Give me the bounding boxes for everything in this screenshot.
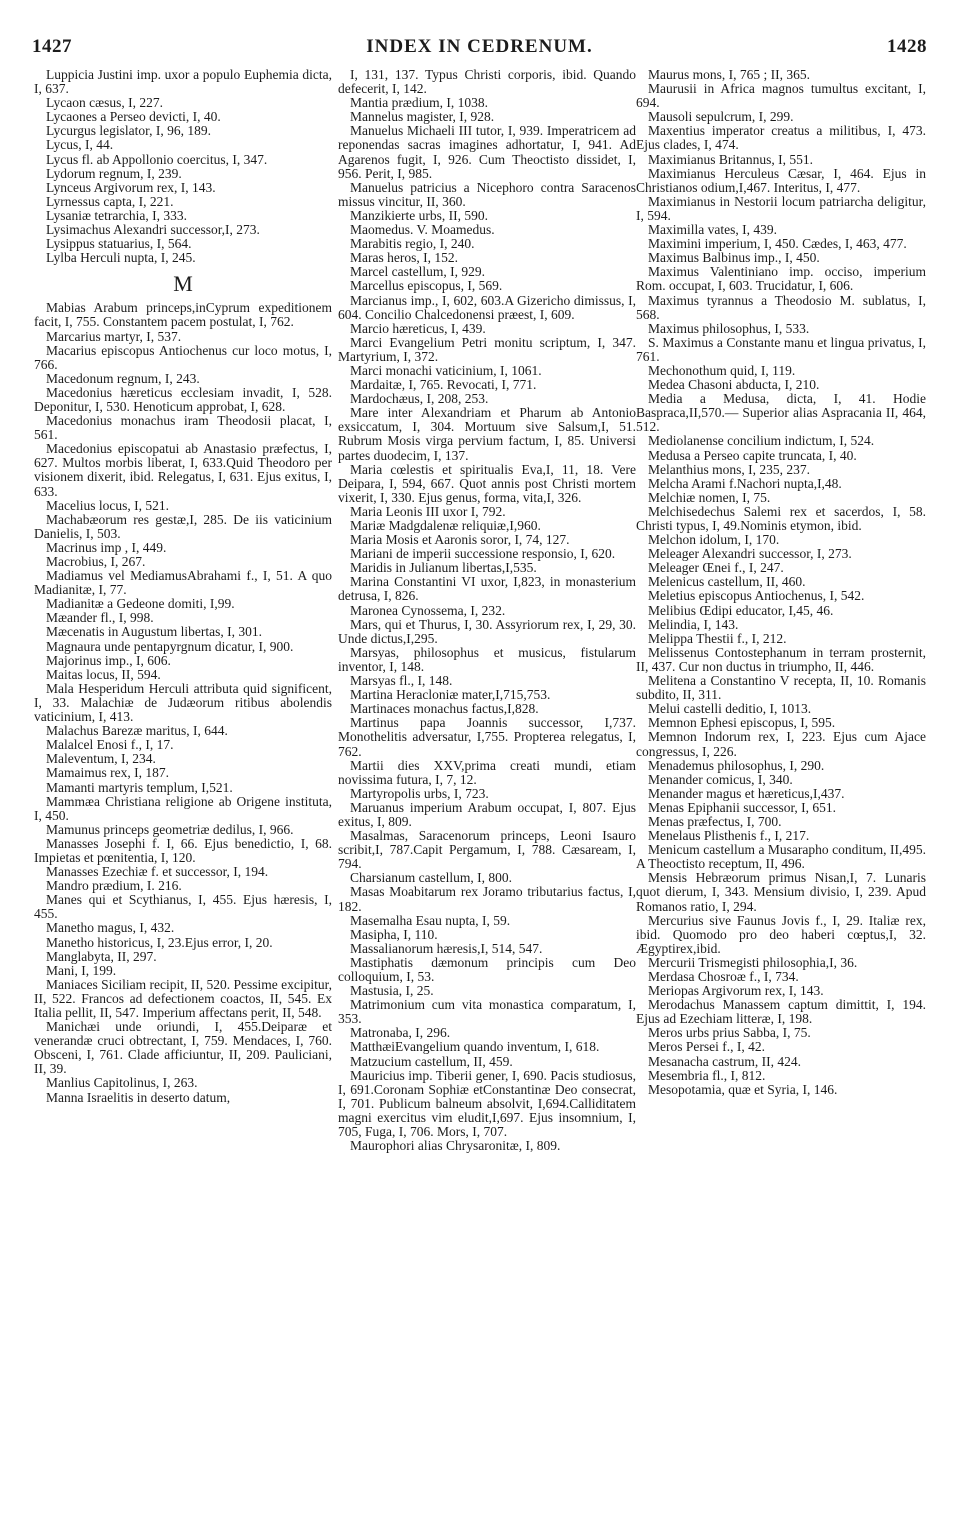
index-entry: Matronaba, I, 296. (350, 1025, 451, 1041)
index-entry: Medea Chasoni abducta, I, 210. (648, 377, 820, 393)
index-entry: Manasses Josephi f. I, 66. Ejus benedictio, I, 68. Impietas et pœnitentia, I, 120. (34, 835, 332, 865)
page-header (32, 36, 927, 60)
index-entry: Majorinus imp., I, 606. (46, 652, 171, 668)
index-entry: Lycus fl. ab Appollonio coercitus, I, 347. (46, 151, 268, 167)
index-entry: Mausoli sepulcrum, I, 299. (648, 109, 794, 125)
index-entry: Maurus mons, I, 765 ; II, 365. (648, 68, 810, 82)
index-entry: Malalcel Enosi f., I, 17. (46, 737, 174, 753)
index-entry: Mercurius sive Faunus Jovis f., I, 29. Italiæ rex, ibid. Quomodo pro deo haberi cœptus,I, 32. Ægyptirex,ibid. (636, 912, 926, 956)
left-page-number: 1427 (32, 36, 72, 57)
index-entry: Maximianus Britannus, I, 551. (648, 151, 813, 167)
page-title: INDEX IN CEDRENUM. (366, 36, 593, 57)
index-entry: Machabæorum res gestæ,I, 285. De iis vaticinium Danielis, I, 503. (34, 511, 332, 541)
index-entry: Martina Heracloniæ mater,I,715,753. (350, 687, 551, 703)
index-entry: Marcianus imp., I, 602, 603.A Gizericho dimissus, I, 604. Concilio Chalcedonensi præest, I, 609. (338, 292, 636, 322)
index-entry: Mala Hesperidum Herculi attributa quid significent, I, 33. Malachiæ de Judæorum ritibus abolendis vaticinium, I, 413. (34, 680, 332, 725)
index-entry: Maximus philosophus, I, 533. (648, 320, 810, 336)
index-entry: Melchon idolum, I, 170. (648, 532, 780, 548)
index-entry: Meros Persei f., I, 42. (648, 1039, 765, 1055)
index-entry: Mariæ Madgdalenæ reliquiæ,I,960. (350, 518, 541, 533)
index-entry: S. Maximus a Constante manu et lingua privatus, I, 761. (636, 334, 926, 364)
index-entry: Medusa a Perseo capite truncata, I, 40. (648, 447, 857, 463)
index-entry: Manna Israelitis in deserto datum, (46, 1089, 231, 1105)
index-entry: Lysippus statuarius, I, 564. (46, 236, 192, 252)
index-entry: Marcel castellum, I, 929. (350, 264, 485, 280)
index-entry: Massalianorum hæresis,I, 514, 547. (350, 940, 543, 956)
index-entry: Martii dies XXV,prima creati mundi, etiam novissima futura, I, 7, 12. (338, 757, 636, 787)
index-entry: Melenicus castellum, II, 460. (648, 574, 806, 590)
index-entry: Marci Evangelium Petri monitu scriptum, I, 347. Martyrium, I, 372. (338, 334, 636, 364)
index-entry: Marcarius martyr, I, 537. (46, 328, 182, 344)
index-entry: Menander comicus, I, 340. (648, 771, 793, 787)
index-entry: Maria Leonis III uxor I, 792. (350, 503, 506, 519)
index-entry: Marci monachi vaticinium, I, 1061. (350, 362, 542, 378)
index-column-middle (338, 68, 636, 1528)
index-entry: Manes qui et Scythianus, I, 455. Ejus hæresis, I, 455. (34, 892, 332, 922)
index-entry: Mani, I, 199. (46, 962, 117, 978)
index-entry: Macrobius, I, 267. (46, 554, 146, 569)
index-entry: Maximilla vates, I, 439. (648, 222, 777, 238)
index-entry: Mardochæus, I, 208, 253. (350, 391, 489, 407)
index-entry: Mastusia, I, 25. (350, 983, 434, 999)
index-entry: Marcellus episcopus, I, 569. (350, 278, 503, 294)
index-entry: Marsyas fl., I, 148. (350, 673, 453, 689)
index-entry: Mantia prædium, I, 1038. (350, 95, 488, 111)
index-entry: Melchiæ nomen, I, 75. (648, 489, 771, 505)
index-entry: Magnaura unde pentapyrgnum dicatur, I, 900. (46, 638, 294, 654)
index-entry: Manetho magus, I, 432. (46, 920, 175, 936)
index-entry: Memnon Ephesi episcopus, I, 595. (648, 715, 836, 731)
index-entry: Marina Constantini VI uxor, I,823, in monasterium detrusa, I, 826. (338, 574, 636, 604)
index-entry: Mediolanense concilium indictum, I, 524. (648, 433, 875, 449)
index-entry: Mamunus princeps geometriæ dedilus, I, 966. (46, 821, 294, 837)
index-entry: Menas Epiphanii successor, I, 651. (648, 799, 837, 815)
index-entry: Macedonum regnum, I, 243. (46, 370, 200, 386)
right-page-number: 1428 (887, 36, 927, 57)
index-entry: Mesopotamia, quæ et Syria, I, 146. (648, 1081, 838, 1097)
index-entry: Mauricius imp. Tiberii gener, I, 690. Pacis studiosus, I, 691.Coronam Sophiæ etConstantinæ Deo consecrat, I, 701. Publicum balneum absolvit, I,694.Calliditatem magni exercitus vim eludit,I,697. Ejus insomnium, I, 705, Fuga, I, 706. Mors, I, 707. (338, 1067, 636, 1140)
index-entry: Lyrnessus capta, I, 221. (46, 193, 174, 209)
index-entry: Mamaimus rex, I, 187. (46, 765, 169, 781)
index-entry: Mamanti martyris templum, I,521. (46, 779, 233, 795)
index-entry: Marsyas, philosophus et musicus, fistularum inventor, I, 148. (338, 644, 636, 674)
index-entry: Masemalha Esau nupta, I, 59. (350, 912, 511, 928)
index-entry: Mensis Hebræorum primus Nisan,I, 7. Lunaris quot dierum, I, 343. Mensium divisio, I, 239. Apud Romanos ratio, I, 294. (636, 870, 926, 914)
index-entry: Mannelus magister, I, 928. (350, 109, 495, 125)
index-entry: Mastiphatis dæmonum principis cum Deo colloquium, I, 53. (338, 954, 636, 984)
index-entry: Meletius episcopus Antiochenus, I, 542. (648, 588, 865, 604)
index-entry: Charsianum castellum, I, 800. (350, 870, 512, 886)
index-entry: Melui castelli deditio, I, 1013. (648, 701, 812, 717)
index-entry: Martyropolis urbs, I, 723. (350, 785, 489, 801)
index-entry: Melanthius mons, I, 235, 237. (648, 461, 810, 477)
index-entry: Macelius locus, I, 521. (46, 497, 169, 513)
index-entry: Maleventum, I, 234. (46, 751, 156, 767)
index-entry: Martinaces monachus factus,I,828. (350, 701, 539, 717)
index-entry: Meleager Œnei f., I, 247. (648, 560, 784, 576)
index-entry: Marabitis regio, I, 240. (350, 236, 475, 252)
index-entry: Mæcenatis in Augustum libertas, I, 301. (46, 624, 262, 640)
index-entry: Macedonius monachus iram Theodosii placat, I, 561. (34, 413, 332, 443)
index-entry: Media a Medusa, dicta, I, 41. Hodie Baspraca,II,570.— Superior alias Aspracania II, 464, 512. (636, 391, 926, 435)
index-entry: Menicum castellum a Musarapho conditum, II,495. A Theoctisto receptum, II, 496. (636, 842, 926, 872)
index-entry: Menander magus et hæreticus,I,437. (648, 785, 845, 801)
index-entry: Melindia, I, 143. (648, 616, 739, 632)
index-entry: Maitas locus, II, 594. (46, 666, 161, 682)
index-entry: Lysaniæ tetrarchia, I, 333. (46, 207, 187, 223)
index-entry: Lycurgus legislator, I, 96, 189. (46, 123, 211, 139)
index-entry: Mandro prædium, I. 216. (46, 878, 182, 894)
index-entry: Masalmas, Saracenorum princeps, Leoni Isauro scribit,I, 787.Capit Pergamum, I, 788. Cæsaream, I, 794. (338, 828, 636, 872)
index-entry: Merdasa Chosroæ f., I, 734. (648, 969, 799, 984)
index-entry: Maximus tyrannus a Theodosio M. sublatus, I, 568. (636, 292, 926, 322)
index-entry: Martinus papa Joannis successor, I,737. Monothelitis adversatur, I,755. Propterea relegatus, I, 762. (338, 715, 636, 759)
index-entry: Maximini imperium, I, 450. Cædes, I, 463, 477. (648, 236, 907, 252)
index-entry: Melissenus Contostephanum in terram prosternit, II, 437. Cur non ductus in triumpho, II, 446. (636, 644, 926, 674)
index-entry: Manglabyta, II, 297. (46, 948, 157, 964)
index-entry: Maximus Balbinus imp., I, 450. (648, 250, 820, 266)
index-entry: Matzucium castellum, II, 459. (350, 1053, 513, 1069)
index-entry: Masipha, I, 110. (350, 926, 438, 942)
index-entry: Manlius Capitolinus, I, 263. (46, 1075, 198, 1091)
index-entry: Lylba Herculi nupta, I, 245. (46, 250, 196, 266)
index-entry: Mechonothum quid, I, 119. (648, 362, 796, 378)
index-entry: Maruanus imperium Arabum occupat, I, 807. Ejus exitus, I, 809. (338, 799, 636, 829)
index-entry: Lycus, I, 44. (46, 137, 114, 153)
index-column-right (636, 68, 926, 1528)
index-entry: Mabias Arabum princeps,inCyprum expeditionem facit, I, 755. Constantem pacem postulat, I, 762. (34, 300, 332, 330)
index-entry: Mare inter Alexandriam et Pharum ab Antonio exsiccatum, I, 304. Mortuum sive Salsum,I, 51. Rubrum Mosis virga pervium factum, I, 85. Universi partes duodecim, I, 137. (338, 405, 636, 463)
index-entry: Mammæa Christiana religione ab Origene instituta, I, 450. (34, 793, 332, 823)
index-entry: Maximianus Herculeus Cæsar, I, 464. Ejus in Christianos odium,I,467. Interitus, I, 477. (636, 165, 926, 195)
index-entry: Maras heros, I, 152. (350, 250, 458, 266)
index-entry: Mesanacha castrum, II, 424. (648, 1053, 801, 1069)
index-entry: Maurophori alias Chrysaronitæ, I, 809. (350, 1138, 561, 1154)
index-entry: Manuelus patricius a Nicephoro contra Saracenos missus vincitur, II, 360. (338, 179, 636, 209)
index-entry: Lycaon cæsus, I, 227. (46, 95, 163, 111)
index-entry: Maria cœlestis et spiritualis Eva,I, 11, 18. Vere Deipara, I, 594, 667. Quot annis post Christi mortem vixerit, I, 330. Ejus genus, forma, vita,I, 326. (338, 461, 636, 505)
index-entry: Lydorum regnum, I, 239. (46, 165, 182, 181)
index-entry: Melippa Thestii f., I, 212. (648, 630, 787, 646)
index-entry: Manetho historicus, I, 23.Ejus error, I, 20. (46, 934, 273, 950)
index-entry: Mercurii Trismegisti philosophia,I, 36. (648, 954, 858, 970)
index-entry: Macedonius episcopatui ab Anastasio præfectus, I, 627. Multos morbis liberat, I, 633.Quid Theodoro per visionem dixerit, ibid. Relegatus, I, 631. Ejus exitus, I, 633. (34, 441, 332, 499)
index-entry: Maxentius imperator creatus a militibus, I, 473. Ejus clades, I, 474. (636, 123, 926, 153)
index-entry: Maria Mosis et Aaronis soror, I, 74, 127. (350, 532, 570, 548)
index-entry: Manasses Ezechiæ f. et successor, I, 194. (46, 864, 269, 880)
index-entry: Matrimonium cum vita monastica comparatum, I, 353. (338, 997, 636, 1027)
index-entry: Menademus philosophus, I, 290. (648, 757, 825, 773)
index-entry: Lysimachus Alexandri successor,I, 273. (46, 222, 260, 238)
index-entry: Lynceus Argivorum rex, I, 143. (46, 179, 216, 195)
index-entry: Maomedus. V. Moamedus. (350, 222, 495, 238)
index-entry: Memnon Indorum rex, I, 223. Ejus cum Ajace congressus, I, 226. (636, 729, 926, 759)
index-column-left (34, 68, 332, 1528)
index-entry: Melitena a Constantino V recepta, II, 10. Romanis subdito, II, 311. (636, 673, 926, 703)
index-entry: Maximianus in Nestorii locum patriarcha deligitur, I, 594. (636, 193, 926, 223)
index-entry: Macarius episcopus Antiochenus cur loco motus, I, 766. (34, 342, 332, 372)
index-entry: Manichæi unde oriundi, I, 455.Deiparæ et venerandæ cruci obtrectant, I, 759. Mendaces, I, 760. Obsceni, I, 761. Clade afficiuntur, II, 209. Pauliciani, II, 39. (34, 1019, 332, 1077)
index-entry: Merodachus Manassem captum dimittit, I, 194. Ejus ad Ezechiam litteræ, I, 198. (636, 997, 926, 1027)
index-entry: Manzikierte urbs, II, 590. (350, 207, 488, 223)
index-entry: Lycaones a Perseo devicti, I, 40. (46, 109, 221, 125)
index-entry: Melibius Œdipi educator, I,45, 46. (648, 602, 834, 618)
index-entry: Marcio hæreticus, I, 439. (350, 320, 486, 336)
index-entry: Menas præfectus, I, 700. (648, 813, 782, 829)
index-entry: Masas Moabitarum rex Joramo tributarius factus, I, 182. (338, 884, 636, 914)
index-entry: Mæander fl., I, 998. (46, 610, 154, 626)
index-entry: Madianitæ a Gedeone domiti, I,99. (46, 596, 235, 612)
index-entry: Mariani de imperii successione responsio, I, 620. (350, 546, 616, 562)
index-entry: Maridis in Julianum libertas,I,535. (350, 560, 537, 576)
index-entry: I, 131, 137. Typus Christi corporis, ibid. Quando defecerit, I, 142. (338, 68, 636, 97)
index-entry: Mesembria fl., I, 812. (648, 1067, 766, 1083)
index-entry: Mardaitæ, I, 765. Revocati, I, 771. (350, 377, 537, 393)
index-entry: Manuelus Michaeli III tutor, I, 939. Imperatricem ad reponendas sacras imagines adhortatur, I, 941. Ad Agarenos fugit, I, 926. Cum Theoctisto dissidet, I, 956. Perit, I, 985. (338, 123, 636, 181)
index-entry: Melcha Arami f.Nachori nupta,I,48. (648, 475, 842, 491)
index-entry: Maronea Cynossema, I, 232. (350, 602, 506, 618)
index-entry: Maurusii in Africa magnos tumultus excitant, I, 694. (636, 81, 926, 111)
index-entry: Luppicia Justini imp. uxor a populo Euphemia dicta, I, 637. (34, 68, 332, 97)
index-entry: Meriopas Argivorum rex, I, 143. (648, 983, 824, 999)
index-entry: Maniaces Siciliam recipit, II, 520. Pessime excipitur, II, 522. Francos ad defectionem coactos, II, 545. Ex Italia pellit, II, 547. Imperium affectans perit, II, 548. (34, 976, 332, 1020)
index-entry: Meleager Alexandri successor, I, 273. (648, 546, 852, 562)
index-entry: Mars, qui et Thurus, I, 30. Assyriorum rex, I, 29, 30. Unde dictus,I,295. (338, 616, 636, 646)
section-letter: M (173, 271, 193, 297)
index-entry: Malachus Barezæ maritus, I, 644. (46, 723, 228, 739)
index-entry: Madiamus vel MediamusAbrahami f., I, 51. A quo Madianitæ, I, 77. (34, 568, 332, 598)
index-entry: Maximus Valentiniano imp. occiso, imperium Rom. occupat, I, 603. Trucidatur, I, 606. (636, 264, 926, 294)
index-entry: Meros urbs prius Sabba, I, 75. (648, 1025, 811, 1041)
index-entry: Menelaus Plisthenis f., I, 217. (648, 828, 810, 844)
index-entry: Melchisedechus Salemi rex et sacerdos, I, 58. Christi typus, I, 49.Nominis etymon, ibid. (636, 503, 926, 533)
index-entry: Macedonius hæreticus ecclesiam invadit, I, 528. Deponitur, I, 530. Henoticum approbat, I, 628. (34, 384, 332, 414)
index-entry: Macrinus imp , I, 449. (46, 539, 167, 555)
index-entry: MatthæiEvangelium quando inventum, I, 618. (350, 1039, 600, 1055)
